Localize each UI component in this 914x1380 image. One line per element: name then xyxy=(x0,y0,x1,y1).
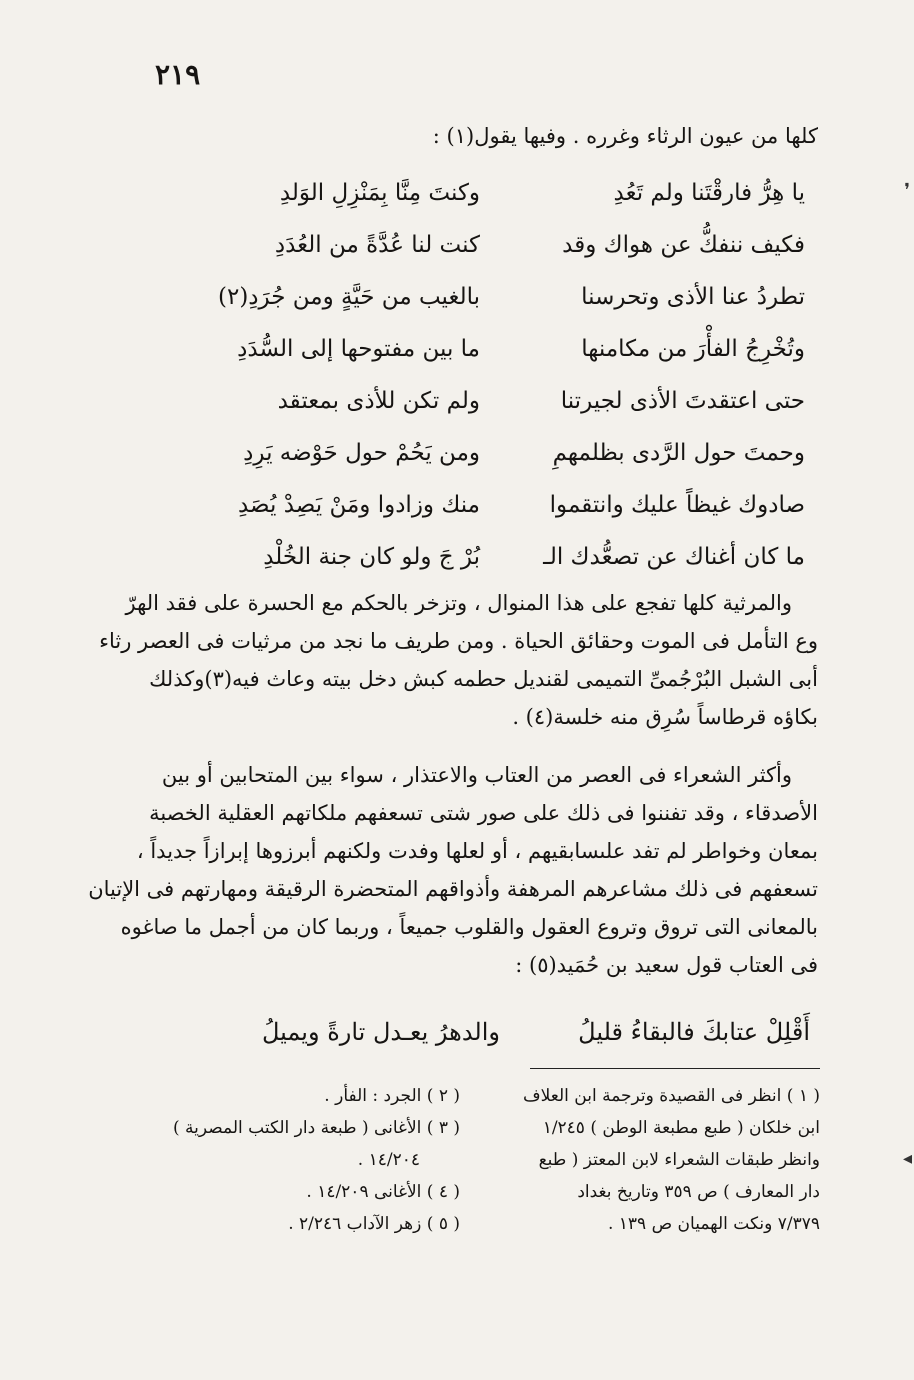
text-line: بكاؤه قرطاساً سُرِق منه خلسة(٤) . xyxy=(512,705,818,729)
verse-second-hemistich: ولم تكن للأذى بمعتقد xyxy=(277,388,480,414)
text-line: بالمعانى التى تروق وتروع العقول والقلوب جميعاً ، وربما كان من أجمل ما صاغوه xyxy=(120,915,818,939)
verse-second-hemistich: كنت لنا عُدَّةً من العُدَدِ xyxy=(274,232,480,258)
footnote-line: ابن خلكان ( طبع مطبعة الوطن ) ١/٢٤٥ xyxy=(542,1118,820,1138)
verse-second-hemistich: ما بين مفتوحها إلى السُّدَدِ xyxy=(237,336,480,362)
verse-second-hemistich: ومن يَحُمْ حول حَوْضه يَرِدِ xyxy=(243,440,480,466)
verse-7 xyxy=(180,492,805,542)
text-line: أبى الشبل البُرْجُمىِّ التميمى لقنديل حطمه كبش دخل بيته وعاث فيه(٣)وكذلك xyxy=(149,667,818,691)
verse-4 xyxy=(180,336,805,386)
footnote-line: وانظر طبقات الشعراء لابن المعتز ( طبع xyxy=(538,1150,820,1170)
verse-first-hemistich: وتُخْرِجُ الفأْرَ من مكامنها xyxy=(581,336,805,362)
footnote-line: دار المعارف ) ص ٣٥٩ وتاريخ بغداد xyxy=(577,1182,820,1202)
page-number: ٢١٩ xyxy=(155,58,201,91)
verse-first-hemistich: ما كان أغناك عن تصعُّدك الـ xyxy=(543,544,805,570)
footnote-line: ( ١ ) انظر فى القصيدة وترجمة ابن العلاف xyxy=(523,1086,820,1106)
verse-first-hemistich: وحمتَ حول الرَّدى بظلمهمِ xyxy=(552,440,805,466)
footnote-line: ١٤/٢٠٤ . xyxy=(357,1150,420,1170)
text-line: والمرثية كلها تفجع على هذا المنوال ، وتزخر بالحكم مع الحسرة على فقد الهرّ xyxy=(125,591,792,615)
paragraph-reproach xyxy=(88,756,818,984)
verse-3 xyxy=(180,284,805,334)
quoted-verse xyxy=(170,1018,810,1064)
verse-first-hemistich: حتى اعتقدتَ الأذى لجيرتنا xyxy=(560,388,805,414)
text-line: وأكثر الشعراء فى العصر من العتاب والاعتذار ، سواء بين المتحابين أو بين xyxy=(161,763,792,787)
verse-second-hemistich: والدهرُ يعـدل تارةً ويميلُ xyxy=(262,1018,500,1046)
verse-second-hemistich: بُرْ جَ ولو كان جنة الخُلْدِ xyxy=(263,544,480,570)
footnotes-right-column xyxy=(520,1080,820,1240)
text-line: وع التأمل فى الموت وحقائق الحياة . ومن طريف ما نجد من مرثيات فى العصر رثاء xyxy=(99,629,818,653)
verse-first-hemistich: صادوك غيظاً عليك وانتقموا xyxy=(549,492,805,518)
text-line: تسعفهم فى ذلك مشاعرهم المرهفة وأذواقهم المتحضرة الرقيقة ومهارتهم فى الإتيان xyxy=(88,877,818,901)
footnotes-left-column xyxy=(130,1080,460,1240)
footnote-line: ٧/٣٧٩ ونكت الهميان ص ١٣٩ . xyxy=(607,1214,820,1234)
text-line: بمعان وخواطر لم تفد علىسابقيهم ، أو لعلها وفدت ولكنهم أبرزوها إبرازاً جديداً ، xyxy=(136,839,818,863)
footnote-line: ( ٣ ) الأغانى ( طبعة دار الكتب المصرية ) xyxy=(173,1118,460,1138)
intro-line: كلها من عيون الرثاء وغرره . وفيها يقول(١) : xyxy=(432,124,818,148)
verse-2 xyxy=(180,232,805,282)
verse-second-hemistich: بالغيب من حَيَّةٍ ومن جُرَدِ(٢) xyxy=(217,284,480,310)
verse-first-hemistich: تطردُ عنا الأذى وتحرسنا xyxy=(581,284,805,310)
footnote-line: ( ٢ ) الجرد : الفأر . xyxy=(324,1086,460,1106)
footnote-line: ( ٤ ) الأغانى ١٤/٢٠٩ . xyxy=(306,1182,460,1202)
paragraph-elegy xyxy=(94,584,818,736)
verse-6 xyxy=(180,440,805,490)
text-line: فى العتاب قول سعيد بن حُمَيد(٥) : xyxy=(515,953,818,977)
verse-second-hemistich: منك وزادوا ومَنْ يَصِدْ يُصَدِ xyxy=(237,492,480,518)
verse-first-hemistich: فكيف ننفكُّ عن هواك وقد xyxy=(562,232,805,258)
text-line: الأصدقاء ، وقد تفننوا فى ذلك على صور شتى تسعفهم ملكاتهم العقلية الخصبة xyxy=(149,801,818,825)
footnote-divider xyxy=(530,1068,820,1069)
verse-second-hemistich: وكنتَ مِنَّا بِمَنْزِلِ الوَلدِ xyxy=(279,180,480,206)
margin-mark: ◂ xyxy=(902,1148,912,1169)
footnote-line: ( ٥ ) زهر الآداب ٢/٢٤٦ . xyxy=(288,1214,460,1234)
verse-5 xyxy=(180,388,805,438)
verse-first-hemistich: يا هِرُّ فارقْتَنا ولم تَعُدِ xyxy=(613,180,805,206)
verse-1 xyxy=(180,180,805,230)
verse-first-hemistich: أَقْلِلْ عتابكَ فالبقاءُ قليلُ xyxy=(578,1018,810,1046)
margin-mark: ❜ xyxy=(904,180,910,201)
